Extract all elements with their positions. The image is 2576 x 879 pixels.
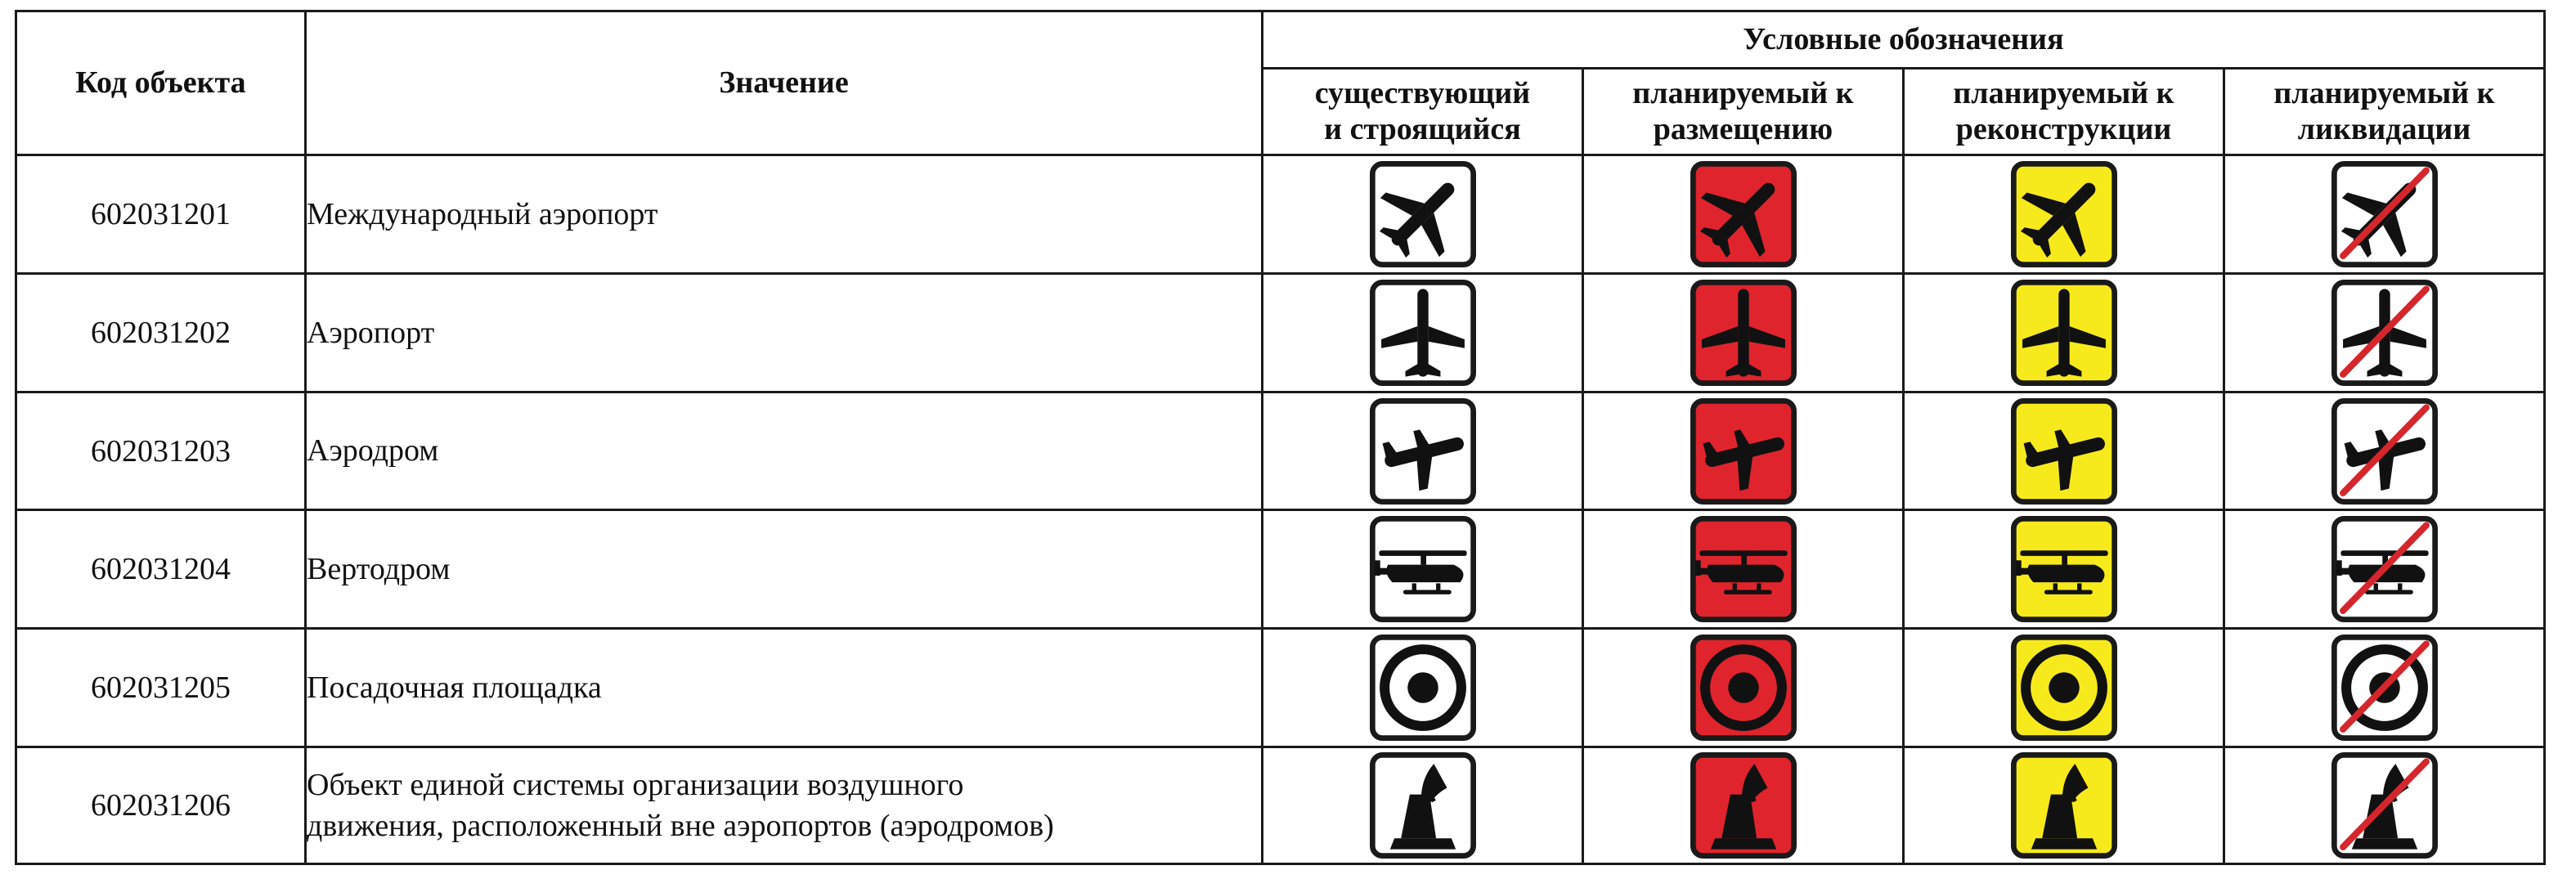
landing-target-icon bbox=[1688, 633, 1799, 742]
symbol-cell bbox=[1583, 155, 1904, 274]
helicopter-icon bbox=[1367, 514, 1479, 624]
radar-antenna-icon bbox=[1367, 751, 1479, 860]
symbol-cell bbox=[2224, 155, 2545, 274]
side-plane-icon bbox=[2008, 397, 2120, 506]
symbol-cell bbox=[1904, 155, 2224, 274]
legend-table bbox=[15, 10, 2546, 865]
table-row bbox=[16, 392, 2545, 510]
object-code: 602031205 bbox=[16, 629, 306, 747]
symbol-cell bbox=[1583, 273, 1904, 392]
meaning-header: Значение bbox=[306, 11, 1263, 155]
vertical-plane-icon bbox=[2008, 278, 2120, 388]
table-header bbox=[16, 11, 2545, 155]
symbol-cell bbox=[1904, 629, 2224, 747]
helicopter-icon bbox=[2329, 514, 2440, 624]
landing-target-icon bbox=[2329, 633, 2440, 742]
legend-header: Условные обозначения bbox=[1263, 11, 2545, 69]
symbol-cell bbox=[1263, 510, 1583, 629]
diagonal-plane-icon bbox=[1688, 159, 1799, 269]
symbol-cell bbox=[2224, 747, 2545, 864]
symbol-cell bbox=[1904, 747, 2224, 864]
code-header: Код объекта bbox=[16, 11, 306, 155]
symbol-cell bbox=[1583, 629, 1904, 747]
helicopter-icon bbox=[1688, 514, 1799, 624]
symbol-cell bbox=[1263, 392, 1583, 510]
object-meaning: Объект единой системы организации воздушного движения, расположенный вне аэропортов (аэродромов) bbox=[306, 747, 1263, 864]
state-header-planned: планируемый к размещению bbox=[1583, 69, 1904, 155]
table-row bbox=[16, 629, 2545, 747]
table-body bbox=[16, 155, 2545, 864]
symbol-cell bbox=[1263, 747, 1583, 864]
object-code: 602031203 bbox=[16, 392, 306, 510]
object-meaning: Аэродром bbox=[306, 392, 1263, 510]
object-meaning: Аэропорт bbox=[306, 273, 1263, 392]
symbol-cell bbox=[2224, 392, 2545, 510]
state-header-liquidation: планируемый к ликвидации bbox=[2224, 69, 2545, 155]
table-row bbox=[16, 510, 2545, 629]
side-plane-icon bbox=[2329, 397, 2440, 506]
vertical-plane-icon bbox=[1367, 278, 1479, 388]
symbol-cell bbox=[2224, 629, 2545, 747]
object-meaning: Международный аэропорт bbox=[306, 155, 1263, 274]
object-code: 602031206 bbox=[16, 747, 306, 864]
symbol-cell bbox=[1583, 747, 1904, 864]
symbol-cell bbox=[2224, 273, 2545, 392]
radar-antenna-icon bbox=[2008, 751, 2120, 860]
table-row bbox=[16, 155, 2545, 274]
symbol-cell bbox=[1583, 510, 1904, 629]
vertical-plane-icon bbox=[2329, 278, 2440, 388]
radar-antenna-icon bbox=[2329, 751, 2440, 860]
side-plane-icon bbox=[1688, 397, 1799, 506]
diagonal-plane-icon bbox=[2008, 159, 2120, 269]
symbol-cell bbox=[1263, 273, 1583, 392]
symbol-cell bbox=[1263, 629, 1583, 747]
table-row bbox=[16, 273, 2545, 392]
helicopter-icon bbox=[2008, 514, 2120, 624]
object-code: 602031204 bbox=[16, 510, 306, 629]
table-row bbox=[16, 747, 2545, 864]
side-plane-icon bbox=[1367, 397, 1479, 506]
object-meaning: Посадочная площадка bbox=[306, 629, 1263, 747]
vertical-plane-icon bbox=[1688, 278, 1799, 388]
symbol-cell bbox=[1263, 155, 1583, 274]
landing-target-icon bbox=[2008, 633, 2120, 742]
symbol-cell bbox=[1904, 510, 2224, 629]
landing-target-icon bbox=[1367, 633, 1479, 742]
object-code: 602031202 bbox=[16, 273, 306, 392]
symbol-cell bbox=[1583, 392, 1904, 510]
diagonal-plane-icon bbox=[2329, 159, 2440, 269]
diagonal-plane-icon bbox=[1367, 159, 1479, 269]
symbol-cell bbox=[2224, 510, 2545, 629]
object-meaning: Вертодром bbox=[306, 510, 1263, 629]
symbol-cell bbox=[1904, 273, 2224, 392]
state-header-existing: существующий и строящийся bbox=[1263, 69, 1583, 155]
object-code: 602031201 bbox=[16, 155, 306, 274]
radar-antenna-icon bbox=[1688, 751, 1799, 860]
state-header-reconstruction: планируемый к реконструкции bbox=[1904, 69, 2224, 155]
symbol-cell bbox=[1904, 392, 2224, 510]
